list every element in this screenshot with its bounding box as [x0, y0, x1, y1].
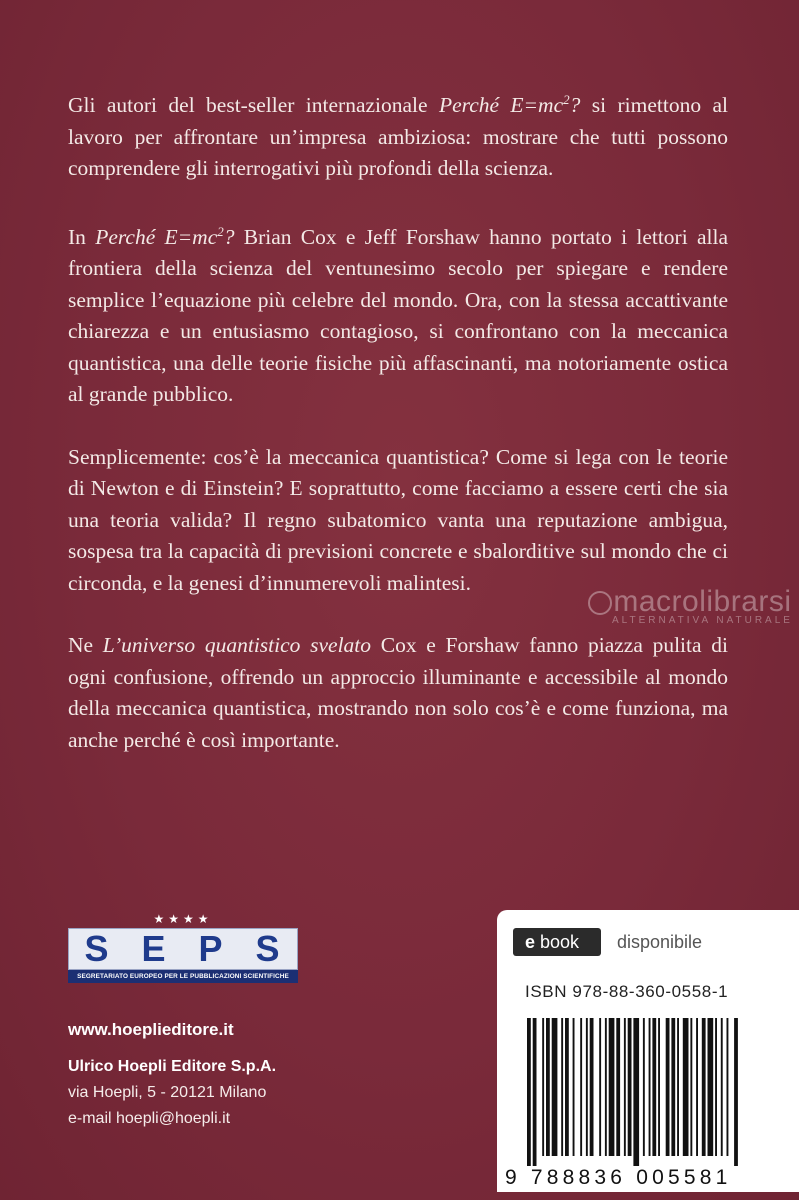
blurb-paragraph-4: [68, 630, 728, 756]
barcode-bar: [690, 1018, 692, 1156]
macrolibrarsi-watermark: [612, 585, 793, 626]
blurb-text: [68, 84, 728, 756]
blurb-text-run: si rimettono al lavoro per affrontare un’impresa ambiziosa: mostrare che tutti possono comprendere gli interrogativi più profondi della scienza.: [68, 93, 729, 181]
publisher-email: e-mail hoepli@hoepli.it: [68, 1110, 231, 1127]
barcode-bar: [727, 1018, 729, 1156]
watermark-circle-icon: [588, 591, 612, 615]
seps-letter: P: [198, 928, 225, 969]
seps-letter: E: [141, 928, 168, 969]
book-title-universo: L’universo quantistico svelato: [102, 633, 372, 658]
barcode-bar: [643, 1018, 645, 1156]
blurb-paragraph-3: Semplicemente: cos’è la meccanica quantistica? Come si lega con le teorie di Newton e di Einstein? E soprattutto, come facciamo a essere certi che sia una teoria valida? Il regno subatomico vanta una reputazione ambigua, sospesa tra la capacità di previsioni concrete e sbalorditive sul mondo che ci circonda, e la genesi d’innumerevoli malintesi.: [68, 444, 728, 595]
watermark-text: macrolibrarsi: [613, 585, 792, 618]
publisher-website: www.hoeplieditore.it: [68, 1020, 234, 1039]
isbn-number: ISBN 978-88-360-0558-1: [525, 982, 729, 1001]
barcode-bar: [652, 1018, 656, 1156]
barcode-bar: [542, 1018, 544, 1156]
barcode-digits: 9 788836 005581: [505, 1166, 732, 1189]
barcode-bar: [573, 1018, 575, 1156]
book-title-emc2: Perché $E=mc^2$?: [438, 92, 581, 118]
seps-letter: S: [255, 928, 282, 969]
barcode-bar: [683, 1018, 689, 1156]
barcode-bar: [590, 1018, 594, 1156]
barcode-bar: [649, 1018, 651, 1156]
ebook-status: disponibile: [617, 931, 703, 952]
blurb-text-run: Brian Cox e Jeff Forshaw hanno portato i lettori alla frontiera della scienza del ventunesimo secolo per spiegare e rendere semplice l’equazione più celebre del mondo. Ora, con la stessa accattivante chiarezza e un entusiasmo contagioso, si confrontano con la meccanica quantistica, una delle teorie fisiche più affascinanti, ma notoriamente ostica al grande pubblico.: [68, 224, 728, 407]
blurb-paragraph-1: [68, 84, 728, 185]
publisher-info: [68, 1020, 276, 1132]
watermark-subtext: ALTERNATIVA NATURALE: [612, 615, 793, 626]
blurb-text-run: Ne: [68, 633, 103, 658]
barcode-bar: [552, 1018, 558, 1156]
barcode-bar: [677, 1018, 679, 1156]
barcode-bar: [565, 1018, 569, 1156]
seps-stars-icon: ★★★★: [153, 912, 213, 926]
blurb-text-run: In: [68, 224, 96, 249]
barcode-bar: [605, 1018, 607, 1156]
barcode-bar: [721, 1018, 723, 1156]
barcode-bar: [696, 1018, 698, 1156]
seps-letter: S: [84, 928, 111, 969]
barcode-bar: [658, 1018, 660, 1156]
blurb-paragraph-2: [68, 216, 728, 411]
barcode-bar: [715, 1018, 717, 1156]
barcode-bar: [671, 1018, 675, 1156]
blurb-text-run: Cox e Forshaw fanno piazza pulita di ogni confusione, offrendo un approccio illuminante e accessibile al mondo della meccanica quantistica, mostrando non solo cos’è e come funziona, ma anche perché è così importante.: [68, 633, 728, 752]
barcode-bar: [702, 1018, 706, 1156]
barcode-bar: [599, 1018, 601, 1156]
barcode: [523, 1018, 793, 1166]
barcode-bar: [609, 1018, 615, 1156]
barcode-bar: [546, 1018, 550, 1156]
barcode-bar: [708, 1018, 714, 1156]
publisher-address: via Hoepli, 5 - 20121 Milano: [68, 1084, 267, 1101]
seps-logo: [68, 910, 298, 983]
barcode-bar: [533, 1018, 537, 1166]
barcode-bar: [616, 1018, 620, 1156]
barcode-bar: [580, 1018, 582, 1156]
publisher-name: Ulrico Hoepli Editore S.p.A.: [68, 1058, 277, 1075]
barcode-bar: [666, 1018, 670, 1156]
seps-wordmark: [68, 928, 298, 970]
isbn-box: [497, 910, 799, 1192]
ebook-badge: e book: [513, 928, 601, 956]
ebook-availability: [513, 928, 702, 956]
blurb-text-run: Gli autori del best-seller internazionale: [68, 93, 439, 118]
book-title-emc2: Perché $E=mc^2$?: [95, 223, 235, 249]
barcode-bar: [624, 1018, 626, 1156]
barcode-bar: [633, 1018, 639, 1166]
barcode-bar: [561, 1018, 563, 1156]
barcode-bar: [628, 1018, 632, 1156]
barcode-bar: [586, 1018, 588, 1156]
barcode-bar: [527, 1018, 531, 1166]
barcode-bar: [734, 1018, 738, 1166]
seps-caption: SEGRETARIATO EUROPEO PER LE PUBBLICAZIONI SCIENTIFICHE: [68, 970, 298, 983]
